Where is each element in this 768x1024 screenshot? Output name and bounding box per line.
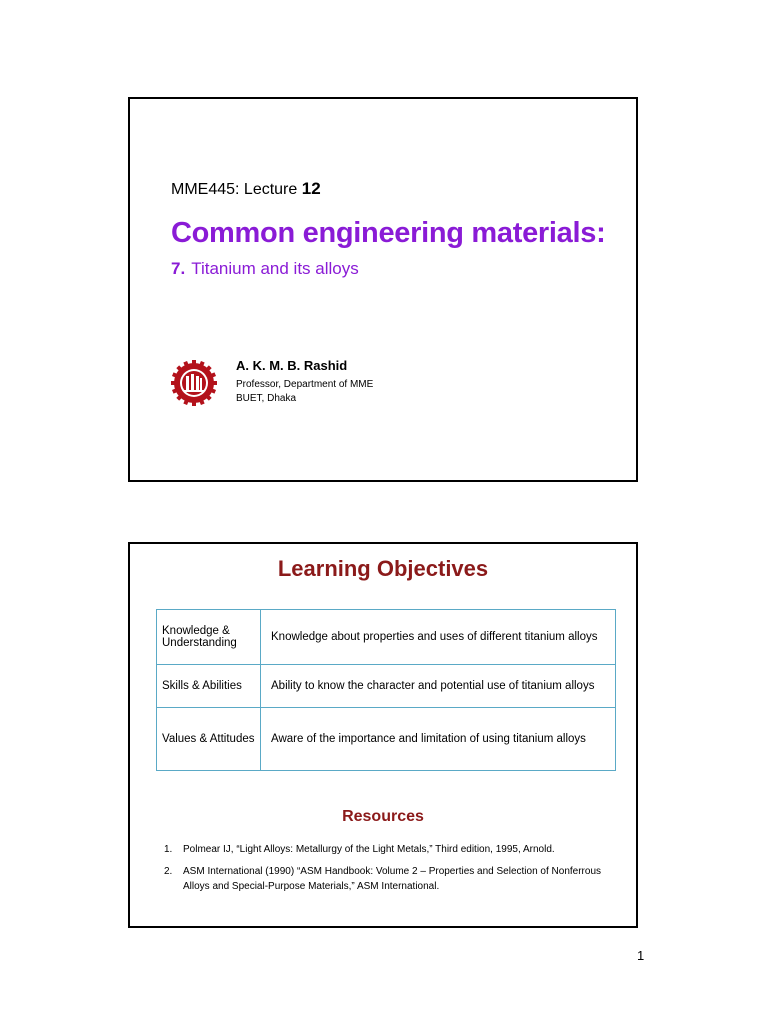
author-position: Professor, Department of MME xyxy=(236,379,374,390)
table-row xyxy=(157,610,616,665)
resources-title: Resources xyxy=(342,808,424,825)
lecture-title: Common engineering materials: xyxy=(171,217,606,249)
objective-category: Values & Attitudes xyxy=(157,708,261,771)
learning-objectives-slide xyxy=(128,542,638,928)
objective-category: Skills & Abilities xyxy=(157,665,261,708)
objective-description: Knowledge about properties and uses of different titanium alloys xyxy=(261,610,616,665)
objective-description: Ability to know the character and potential use of titanium alloys xyxy=(261,665,616,708)
list-item xyxy=(164,864,604,894)
resource-number: 2. xyxy=(164,866,173,877)
table-row xyxy=(157,708,616,771)
resources-list xyxy=(164,842,604,901)
course-lecture-line xyxy=(171,179,321,199)
table-row xyxy=(157,665,616,708)
subtitle-number: 7. xyxy=(171,259,186,278)
list-item xyxy=(164,842,604,857)
objective-category: Knowledge & Understanding xyxy=(157,610,261,665)
title-slide xyxy=(128,97,638,482)
resource-text: Polmear IJ, “Light Alloys: Metallurgy of the Light Metals,” Third edition, 1995, Arnold. xyxy=(183,844,555,855)
university-gear-seal-icon xyxy=(170,359,218,407)
learning-objectives-title: Learning Objectives xyxy=(277,556,489,581)
resource-text: ASM International (1990) “ASM Handbook: Volume 2 – Properties and Selection of Nonferrous Alloys and Special-Purpose Materials,” ASM International. xyxy=(183,866,602,892)
objective-description: Aware of the importance and limitation of using titanium alloys xyxy=(261,708,616,771)
lecture-number: 12 xyxy=(301,179,321,198)
subtitle-text: Titanium and its alloys xyxy=(191,259,359,278)
author-institution: BUET, Dhaka xyxy=(236,393,297,404)
objectives-table xyxy=(156,609,616,771)
course-code: MME445: Lecture xyxy=(171,181,302,198)
lecture-subtitle xyxy=(171,259,359,279)
resource-number: 1. xyxy=(164,844,173,855)
page-number: 1 xyxy=(637,948,645,963)
author-name: A. K. M. B. Rashid xyxy=(236,358,348,373)
